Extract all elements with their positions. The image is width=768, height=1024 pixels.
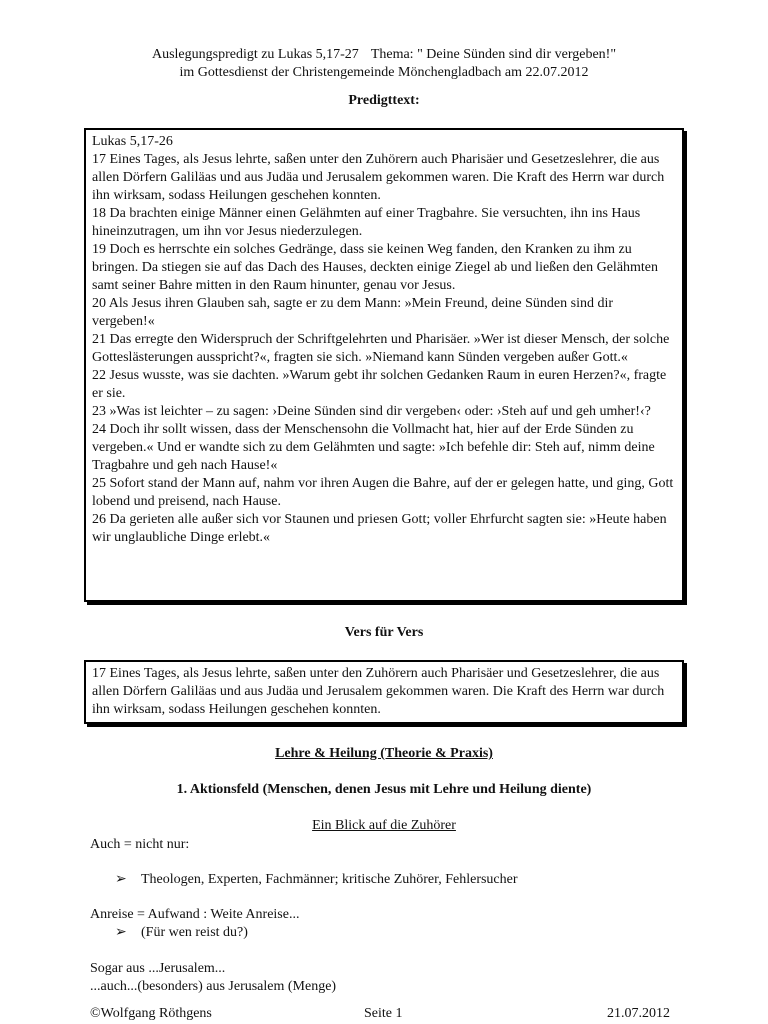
bullet-item-2-text: (Für wen reist du?) — [141, 925, 248, 940]
verse-19: 19 Doch es herrschte ein solches Gedränge, dass sie keinen Weg fanden, den Kranken zu ihm zu bringen. Da stiegen sie auf das Dach des Hauses, deckten einige Ziegel ab und ließen den Gelähmten samt seiner Bahre mitten in den Raum hinunter, genau vor Jesus. — [92, 242, 659, 293]
anreise-line: Anreise = Aufwand : Weite Anreise... — [90, 907, 300, 922]
header-theme: Thema: " Deine Sünden sind dir vergeben!" — [370, 47, 617, 62]
auch-line: Auch = nicht nur: — [90, 837, 190, 852]
verse-17: 17 Eines Tages, als Jesus lehrte, saßen unter den Zuhörern auch Pharisäer und Gesetzeslehrer, die aus allen Dörfern Galiläas und aus Judäa und Jerusalem gekommen waren. Die Kraft des Herrn war durch ihn wirksam, sodass Heilungen geschehen konnten. — [92, 152, 665, 203]
verse-25: 25 Sofort stand der Mann auf, nahm vor ihren Augen die Bahre, auf der er gelegen hatte, und ging, Gott lobend und preisend, nach Hause. — [92, 476, 674, 509]
footer-date: 21.07.2012 — [607, 1006, 670, 1021]
scripture-box — [84, 128, 684, 602]
footer-page-number: Seite 1 — [364, 1006, 403, 1021]
zuhoerer-heading — [0, 818, 768, 834]
bullet-item-1 — [115, 871, 518, 889]
header-title: Auslegungspredigt zu Lukas 5,17-27 — [151, 47, 359, 62]
aktionsfeld-heading: 1. Aktionsfeld (Menschen, denen Jesus mit Lehre und Heilung diente) — [176, 782, 592, 797]
predigttext-heading: Predigttext: — [348, 93, 420, 108]
arrowhead-bullet-icon: ➢ — [115, 872, 127, 887]
verse-23: 23 »Was ist leichter – zu sagen: ›Deine Sünden sind dir vergeben‹ oder: ›Steh auf und geh umher!‹? — [92, 404, 651, 419]
arrowhead-bullet-icon: ➢ — [115, 925, 127, 940]
document-header — [0, 46, 768, 82]
verse-20: 20 Als Jesus ihren Glauben sah, sagte er zu dem Mann: »Mein Freund, deine Sünden sind dir vergeben!« — [92, 296, 614, 329]
verse-18: 18 Da brachten einige Männer einen Gelähmten auf einer Tragbahre. Sie versuchten, ihn ins Haus hineinzutragen, um ihn vor Jesus niederzulegen. — [92, 206, 641, 239]
header-line-1 — [0, 46, 768, 64]
verse-17-text: 17 Eines Tages, als Jesus lehrte, saßen unter den Zuhörern auch Pharisäer und Gesetzeslehrer, die aus allen Dörfern Galiläas und aus Judäa und Jerusalem gekommen waren. Die Kraft des Herrn war durch ihn wirksam, sodass Heilungen geschehen konnten. — [92, 666, 665, 717]
sogar-line: Sogar aus ...Jerusalem... — [90, 961, 226, 976]
vers-fuer-vers-heading: Vers für Vers — [344, 625, 424, 640]
header-line-2: im Gottesdienst der Christengemeinde Mönchengladbach am 22.07.2012 — [179, 65, 589, 80]
zuhoerer-heading-text: Ein Blick auf die Zuhörer — [312, 818, 456, 833]
verse-24: 24 Doch ihr sollt wissen, dass der Menschensohn die Vollmacht hat, hier auf der Erde Sünden zu vergeben.« Und er wandte sich zu dem Gelähmten und sagte: »Ich befehle dir: Steh auf, nimm deine Tragbahre und geh nach Hause!« — [92, 422, 655, 473]
lehre-heilung-heading — [0, 746, 768, 762]
scripture-reference: Lukas 5,17-26 — [92, 134, 173, 149]
bullet-item-2 — [115, 924, 248, 942]
footer-author: ©Wolfgang Röthgens — [90, 1006, 212, 1021]
verse-22: 22 Jesus wusste, was sie dachten. »Warum gebt ihr solchen Gedanken Raum in euren Herzen?«, fragte er sie. — [92, 368, 667, 401]
verse-17-box — [84, 660, 684, 724]
verse-26: 26 Da gerieten alle außer sich vor Staunen und priesen Gott; voller Ehrfurcht sagten sie: »Heute haben wir unglaubliche Dinge erlebt.« — [92, 512, 667, 545]
auch-besonders-line: ...auch...(besonders) aus Jerusalem (Menge) — [90, 979, 337, 994]
bullet-item-1-text: Theologen, Experten, Fachmänner; kritische Zuhörer, Fehlersucher — [141, 872, 518, 887]
lehre-heilung-text: Lehre & Heilung (Theorie & Praxis) — [275, 746, 493, 761]
verse-21: 21 Das erregte den Widerspruch der Schriftgelehrten und Pharisäer. »Wer ist dieser Mensch, der solche Gotteslästerungen ausspricht?«, fragten sie sich. »Niemand kann Sünden vergeben außer Gott.« — [92, 332, 670, 365]
